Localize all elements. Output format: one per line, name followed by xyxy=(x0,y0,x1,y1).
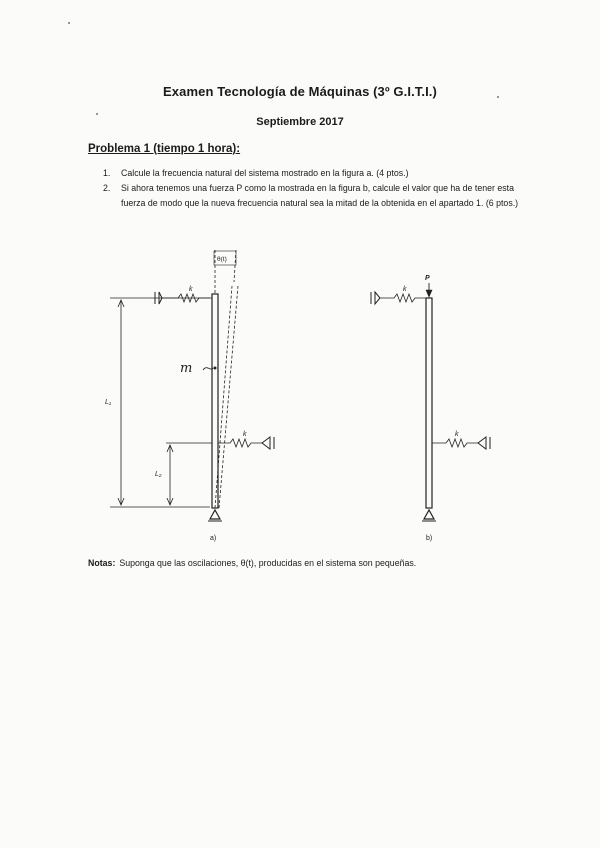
spring-support-mid-a xyxy=(262,437,270,449)
mass-label: m xyxy=(180,361,193,376)
spring-top-b-label: k xyxy=(403,286,407,293)
question-number: 2. xyxy=(103,183,111,193)
scan-speck xyxy=(68,22,70,24)
figure-b xyxy=(371,283,490,521)
pin-support-a xyxy=(210,510,220,519)
figure-b-caption: b) xyxy=(426,535,433,542)
theta-label: θ(t) xyxy=(217,256,227,263)
angle-reference xyxy=(234,250,236,282)
notes xyxy=(88,558,416,568)
deflected-bar-right xyxy=(219,286,238,508)
spring-top-a-label: k xyxy=(189,286,193,293)
scan-speck xyxy=(96,113,98,115)
spring-mid-b xyxy=(432,439,478,447)
pin-support-b xyxy=(424,510,434,519)
length1-label: L₁ xyxy=(105,399,112,406)
question-text: Si ahora tenemos una fuerza P como la mostrada en la figura b, calcule el valor que ha de tener esta fuerza de modo que la nueva frecuencia natural sea la mitad de la obtenida en el apartado 1. (6 ptos.) xyxy=(121,183,519,208)
problem-heading: Problema 1 (tiempo 1 hora): xyxy=(88,143,241,155)
spring-support-top-b xyxy=(375,292,380,304)
spring-mid-a-label: k xyxy=(243,431,247,438)
exam-title: Examen Tecnología de Máquinas (3º G.I.T.I.) xyxy=(163,84,437,99)
bar-b xyxy=(426,298,432,508)
length2-label: L₂ xyxy=(155,471,162,478)
scan-speck xyxy=(497,96,499,98)
question-text: Calcule la frecuencia natural del sistema mostrado en la figura a. (4 ptos.) xyxy=(121,168,409,178)
force-label: P xyxy=(425,275,430,282)
spring-mid-b-label: k xyxy=(455,431,459,438)
notes-text: Suponga que las oscilaciones, θ(t), producidas en el sistema son pequeñas. xyxy=(119,558,417,568)
notes-label: Notas: xyxy=(88,558,116,568)
figure-a-caption: a) xyxy=(210,535,217,542)
force-arrowhead xyxy=(426,290,432,297)
question-number: 1. xyxy=(103,168,111,178)
spring-top-b xyxy=(380,294,426,302)
exam-date: Septiembre 2017 xyxy=(256,116,344,128)
mass-point xyxy=(214,367,217,370)
spring-support-mid-b xyxy=(478,437,486,449)
